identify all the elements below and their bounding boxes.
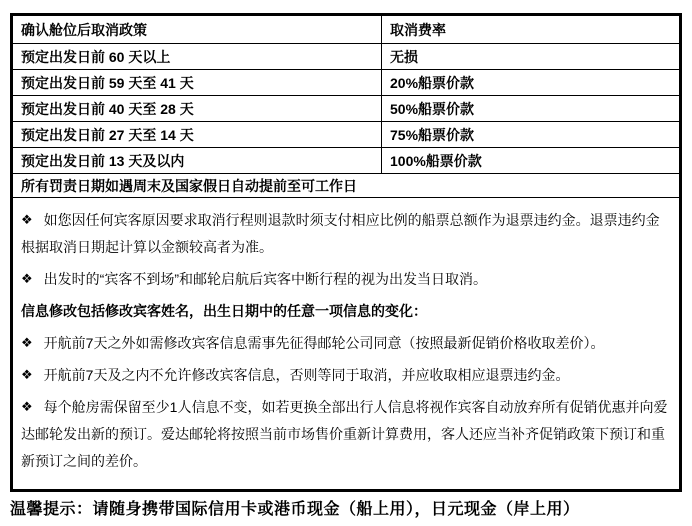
fee-cell: 100%船票价款 [382, 148, 681, 174]
table-row [12, 96, 681, 122]
policy-cell: 预定出发日前 59 天至 41 天 [12, 70, 382, 96]
note-paragraph [21, 394, 671, 475]
note-text: 开航前7天之外如需修改宾客信息需事先征得邮轮公司同意（按照最新促销价格收取差价）。 [43, 335, 605, 351]
diamond-bullet-icon: ❖ [21, 335, 33, 350]
policy-cell: 预定出发日前 60 天以上 [12, 44, 382, 70]
table-row [12, 70, 681, 96]
fee-cell: 20%船票价款 [382, 70, 681, 96]
fee-cell: 75%船票价款 [382, 122, 681, 148]
note-paragraph [21, 266, 671, 293]
policy-cell: 预定出发日前 40 天至 28 天 [12, 96, 382, 122]
fee-cell: 50%船票价款 [382, 96, 681, 122]
penalty-note-row [12, 174, 681, 198]
fee-header-cell: 取消费率 [382, 15, 681, 44]
note-paragraph [21, 330, 671, 357]
table-row [12, 44, 681, 70]
cancellation-policy-table [10, 13, 682, 492]
table-header-row [12, 15, 681, 44]
note-text: 如您因任何宾客原因要求取消行程则退款时须支付相应比例的船票总额作为退票违约金。退票违约金根据取消日期起计算以金额较高者为准。 [21, 212, 660, 255]
policy-cell: 预定出发日前 13 天及以内 [12, 148, 382, 174]
table-row [12, 148, 681, 174]
note-text: 开航前7天及之内不允许修改宾客信息，否则等同于取消，并应收取相应退票违约金。 [43, 367, 570, 383]
policy-cell: 预定出发日前 27 天至 14 天 [12, 122, 382, 148]
notes-cell [12, 198, 681, 491]
note-paragraph [21, 207, 671, 261]
note-paragraph-heading [21, 298, 671, 325]
penalty-note-cell: 所有罚责日期如遇周末及国家假日自动提前至可工作日 [12, 174, 681, 198]
diamond-bullet-icon: ❖ [21, 367, 33, 382]
diamond-bullet-icon: ❖ [21, 212, 33, 227]
diamond-bullet-icon: ❖ [21, 399, 33, 414]
tip-footer: 温馨提示：请随身携带国际信用卡或港币现金（船上用），日元现金（岸上用） [10, 501, 580, 518]
fee-cell: 无损 [382, 44, 681, 70]
diamond-bullet-icon: ❖ [21, 271, 33, 286]
note-paragraph [21, 362, 671, 389]
note-text: 信息修改包括修改宾客姓名，出生日期中的任意一项信息的变化： [21, 303, 427, 319]
table-row [12, 122, 681, 148]
notes-row [12, 198, 681, 491]
policy-header-cell: 确认舱位后取消政策 [12, 15, 382, 44]
note-text: 出发时的“宾客不到场”和邮轮启航后宾客中断行程的视为出发当日取消。 [43, 271, 487, 287]
note-text: 每个舱房需保留至少1人信息不变，如若更换全部出行人信息将视作宾客自动放弃所有促销优惠并向爱达邮轮发出新的预订。爱达邮轮将按照当前市场售价重新计算费用，客人还应当补齐促销政策下预订和重新预订之间的差价。 [21, 399, 668, 469]
